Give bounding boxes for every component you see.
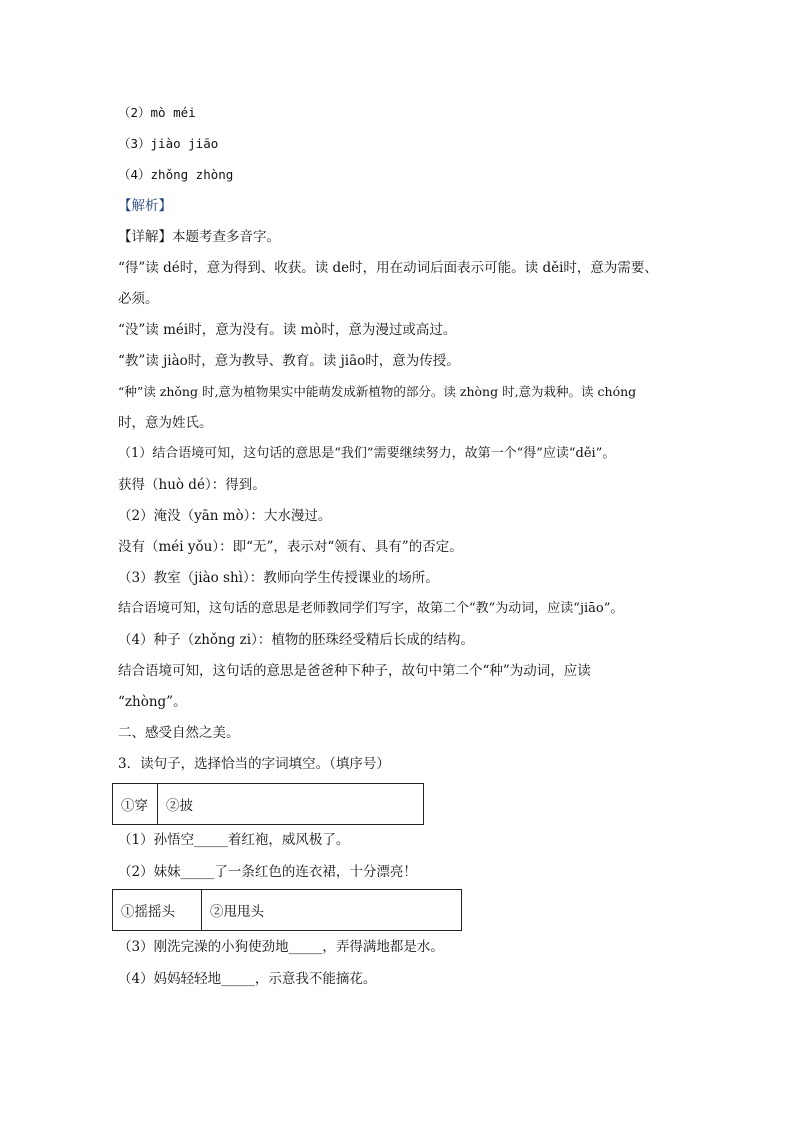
- question-3-item-4: （4）妈妈轻轻地_____，示意我不能摘花。: [118, 971, 377, 987]
- explain-4-context: 结合语境可知，这句话的意思是爸爸种下种子，故句中第二个“种”为动词，应读: [118, 663, 591, 679]
- explain-4: （4）种子（zhǒng zi）：植物的胚珠经受精后长成的结构。: [118, 632, 474, 648]
- answer-line-2: （2）mò méi: [118, 105, 196, 120]
- question-3-item-2: （2）妹妹_____了一条红色的连衣裙，十分漂亮！: [118, 864, 417, 880]
- explain-3-context: 结合语境可知，这句话的意思是老师教同学们写字，故第二个“教”为动词，应读“jiāo”。: [118, 601, 624, 616]
- option-cell: ①摇摇头: [113, 890, 202, 931]
- paragraph-zhong: “种”读 zhǒng 时,意为植物果实中能萌发成新植物的部分。读 zhòng 时,意为栽种。读 chóng: [118, 384, 637, 399]
- answer-line-4: （4）zhǒng zhòng: [118, 167, 234, 182]
- option-cell: ②披: [158, 784, 424, 825]
- options-table-1: [112, 783, 424, 825]
- paragraph-zhong-cont: 时，意为姓氏。: [118, 415, 213, 431]
- question-3-item-1: （1）孙悟空_____着红袍，威风极了。: [118, 832, 350, 848]
- explain-3: （3）教室（jiào shì）：教师向学生传授课业的场所。: [118, 570, 439, 586]
- option-cell: ②甩甩头: [202, 890, 462, 931]
- paragraph-jiao: “教”读 jiào时，意为教导、教育。读 jiāo时，意为传授。: [118, 353, 460, 369]
- question-3-item-3: （3）刚洗完澡的小狗使劲地_____，弄得满地都是水。: [118, 939, 444, 955]
- explain-4-context-cont: “zhòng”。: [118, 694, 187, 710]
- option-cell: ①穿: [113, 784, 158, 825]
- explain-2: （2）淹没（yān mò）：大水漫过。: [118, 508, 332, 524]
- paragraph-mei: “没”读 méi时，意为没有。读 mò时，意为漫过或高过。: [118, 322, 457, 338]
- paragraph-de: “得”读 dé时，意为得到、收获。读 de时，用在动词后面表示可能。读 děi时，意为需要、: [118, 260, 658, 276]
- answer-line-3: （3）jiào jiāo: [118, 136, 219, 151]
- paragraph-de-cont: 必须。: [118, 291, 159, 307]
- question-3-prompt: 3．读句子，选择恰当的字词填空。（填序号）: [118, 756, 390, 772]
- section-heading: 二、感受自然之美。: [118, 725, 240, 741]
- explain-1: （1）结合语境可知，这句话的意思是“我们”需要继续努力，故第一个“得”应读“děi”。: [118, 446, 616, 461]
- explain-2-meiyou: 没有（méi yǒu）：即“无”，表示对“领有、具有”的否定。: [118, 539, 463, 555]
- detail-heading: 【详解】本题考查多音字。: [118, 229, 280, 245]
- options-table-2: [112, 889, 462, 931]
- explain-1-huode: 获得（huò dé）：得到。: [118, 477, 266, 493]
- analysis-heading: 【解析】: [118, 198, 172, 214]
